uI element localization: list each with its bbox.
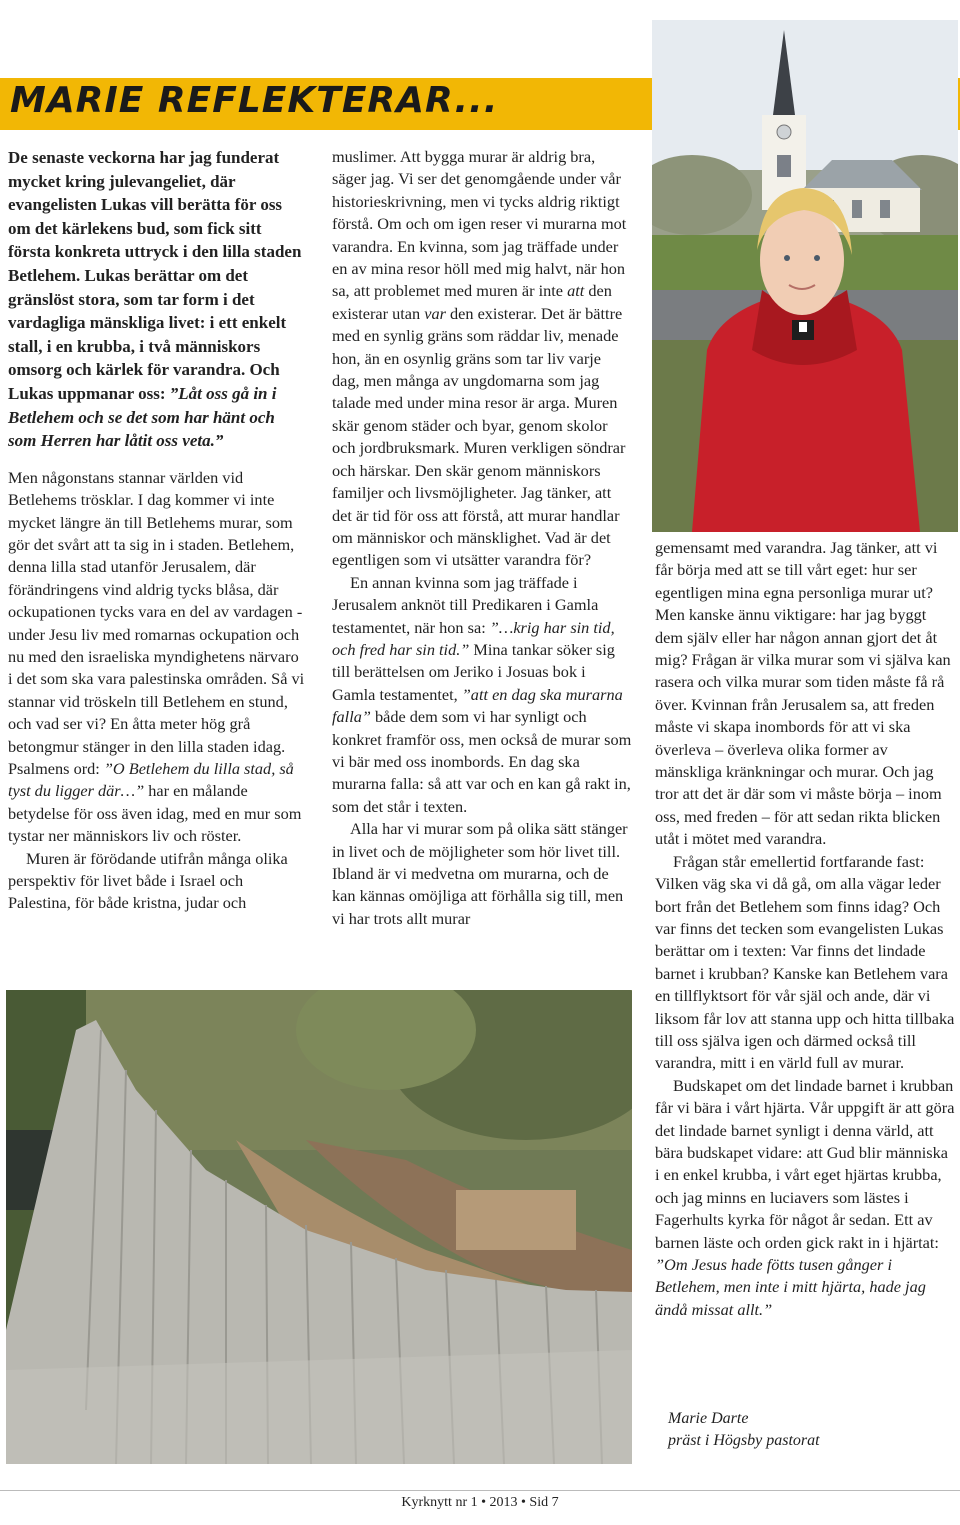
article-column-2 [332, 146, 632, 930]
paragraph: En annan kvinna som jag träffade i Jerusalem anknöt till Predikaren i Gamla testamentet, när hon sa: ”…krig har sin tid, och fred har sin tid.” Mina tankar söker sig till berättelsen om Jeriko i Josuas bok i Gamla testamentet, ”att en dag ska murarna falla” både dem som vi har synligt och konkret framför oss, men också de murar som vi bär med oss inombords. En dag ska murarna falla: så att var och en kan gå rakt in, som det står i texten. [332, 572, 632, 816]
paragraph: Alla har vi murar som på olika sätt stänger in livet och de möjligheter som hör livet till. Ibland är vi medvetna om murarna, och de kan kännas omöjliga att förhålla sig till, men vi har trots allt murar [332, 819, 628, 928]
paragraph: muslimer. Att bygga murar är aldrig bra, säger jag. Vi ser det genomgående under vår historieskrivning, men vi tycks aldrig riktigt förstå. Om och om igen reser vi murarna mot varandra. En kvinna, som jag träffade under en av mina resor höll med mig halvt, när hon sa, att problemet med muren är inte att den existerar utan var den existerar. Det är bättre med en synlig gräns som räddar liv, menade hon, än en osynlig gräns som tar liv varje dag, men många av ungdomarna som jag talade med under mina resor är arga. Muren skär genom städer och byar, genom skolor och jordbruksmark. Muren verkligen söndrar och härskar. Den skär genom människors familjer och livsmöjligheter. Jag tänker, att det är tid för oss att förstå, att murar handlar om människor och mänsklighet. Vad är det egentligen som vi utsätter varandra för? [332, 147, 627, 570]
paragraph: Budskapet om det lindade barnet i krubban får vi bära i vårt hjärta. Vår uppgift är att göra det lindade barnet synligt i denna värld, att bära budskapet vidare: att Gud blir människa i en enkel krubba, i vårt eget hjärtas krubba, och jag minns en luciavers som lästes i Fagerhults kyrka för något år sedan. Ett av barnen läste och orden gick rakt in i hjärtat: ”Om Jesus hade fötts tusen gånger i Betlehem, men inte i mitt hjärta, hade jag ändå missat allt.” [655, 1075, 955, 1319]
page-title: MARIE REFLEKTERAR... [10, 80, 499, 121]
paragraph: Frågan står emellertid fortfarande fast: Vilken väg ska vi då gå, om alla vägar leder bort från det Betlehem som finns idag? Och var finns det tecken som evangelisten Lukas berättar om i texten: Var finns det lindade barnet i krubban? Kanske kan Betlehem vara en tillflyktsort för vår själ och ande, där vi liksom får lov att stanna upp och hitta tillbaka till oss själva igen och därmed också till varandra, mitt i en värld full av murar. [655, 851, 955, 1073]
separation-wall-photo [6, 990, 632, 1464]
article-column-3 [655, 537, 955, 1321]
lead-paragraph: De senaste veckorna har jag funderat mycket kring julevangeliet, där evangelisten Lukas vill berätta för oss om det kärlekens bud, som fick sitt första konkreta uttryck i den lilla staden Betlehem. Lukas berättar om det gränslöst stora, som tar form i det vardagliga mänskliga livet: i ett enkelt stall, i en krubba, i två människors omsorg och kärlek för varandra. Och Lukas uppmanar oss: ”Låt oss gå in i Betlehem och se det som har hänt och som Herren har låtit oss veta.” [8, 148, 302, 451]
paragraph: gemensamt med varandra. Jag tänker, att vi får börja med att se till vårt eget: hur ser egentligen mina egna personliga murar ut? Men kanske ännu viktigare: har jag byggt dem själv eller har någon annan gjort det åt mig? Frågan är vilka murar som vi själva kan rasera och vilka murar som tiden måste få rå över. Kvinnan från Jerusalem sa, att freden måste vi skapa inombords för att vi ska överleva – överleva olika former av mänskliga kränkningar och murar. Och jag tror att det är där som vi måste börja – inom oss, med freden – för att sedan rikta blicken utåt i mötet med varandra. [655, 538, 951, 849]
paragraph: Men någonstans stannar världen vid Betlehems trösklar. I dag kommer vi inte mycket längre än till Betlehems murar, som gör det svårt att ta sig in i staden. Betlehem, denna lilla stad utanför Jerusalem, där förändringens vind aldrig tycks blåsa, där ockupationen tycks vara en del av vardagen - under Jesu liv med romarnas ockupation och nu med den israeliska myndighetens närvaro i det som ska vara palestinska områden. Så vi stannar vid tröskeln till Betlehem en stund, och vad ser vi? En åtta meter hög grå betongmur stänger in den lilla staden idag. Psalmens ord: ”O Betlehem du lilla stad, så tyst du ligger där…” har en målande betydelse för oss även idag, med en mur som tystar ner människors liv och röster. [8, 467, 305, 846]
footer-divider [0, 1490, 960, 1491]
pastor-photo [652, 20, 958, 532]
author-role: präst i Högsby pastorat [668, 1432, 820, 1449]
author-signature [668, 1408, 820, 1452]
article-column-1 [8, 146, 306, 915]
page-footer: Kyrknytt nr 1 • 2013 • Sid 7 [401, 1495, 559, 1510]
author-name: Marie Darte [668, 1410, 749, 1427]
paragraph: Muren är förödande utifrån många olika perspektiv för livet både i Israel och Palestina, för både kristna, judar och [8, 848, 288, 913]
